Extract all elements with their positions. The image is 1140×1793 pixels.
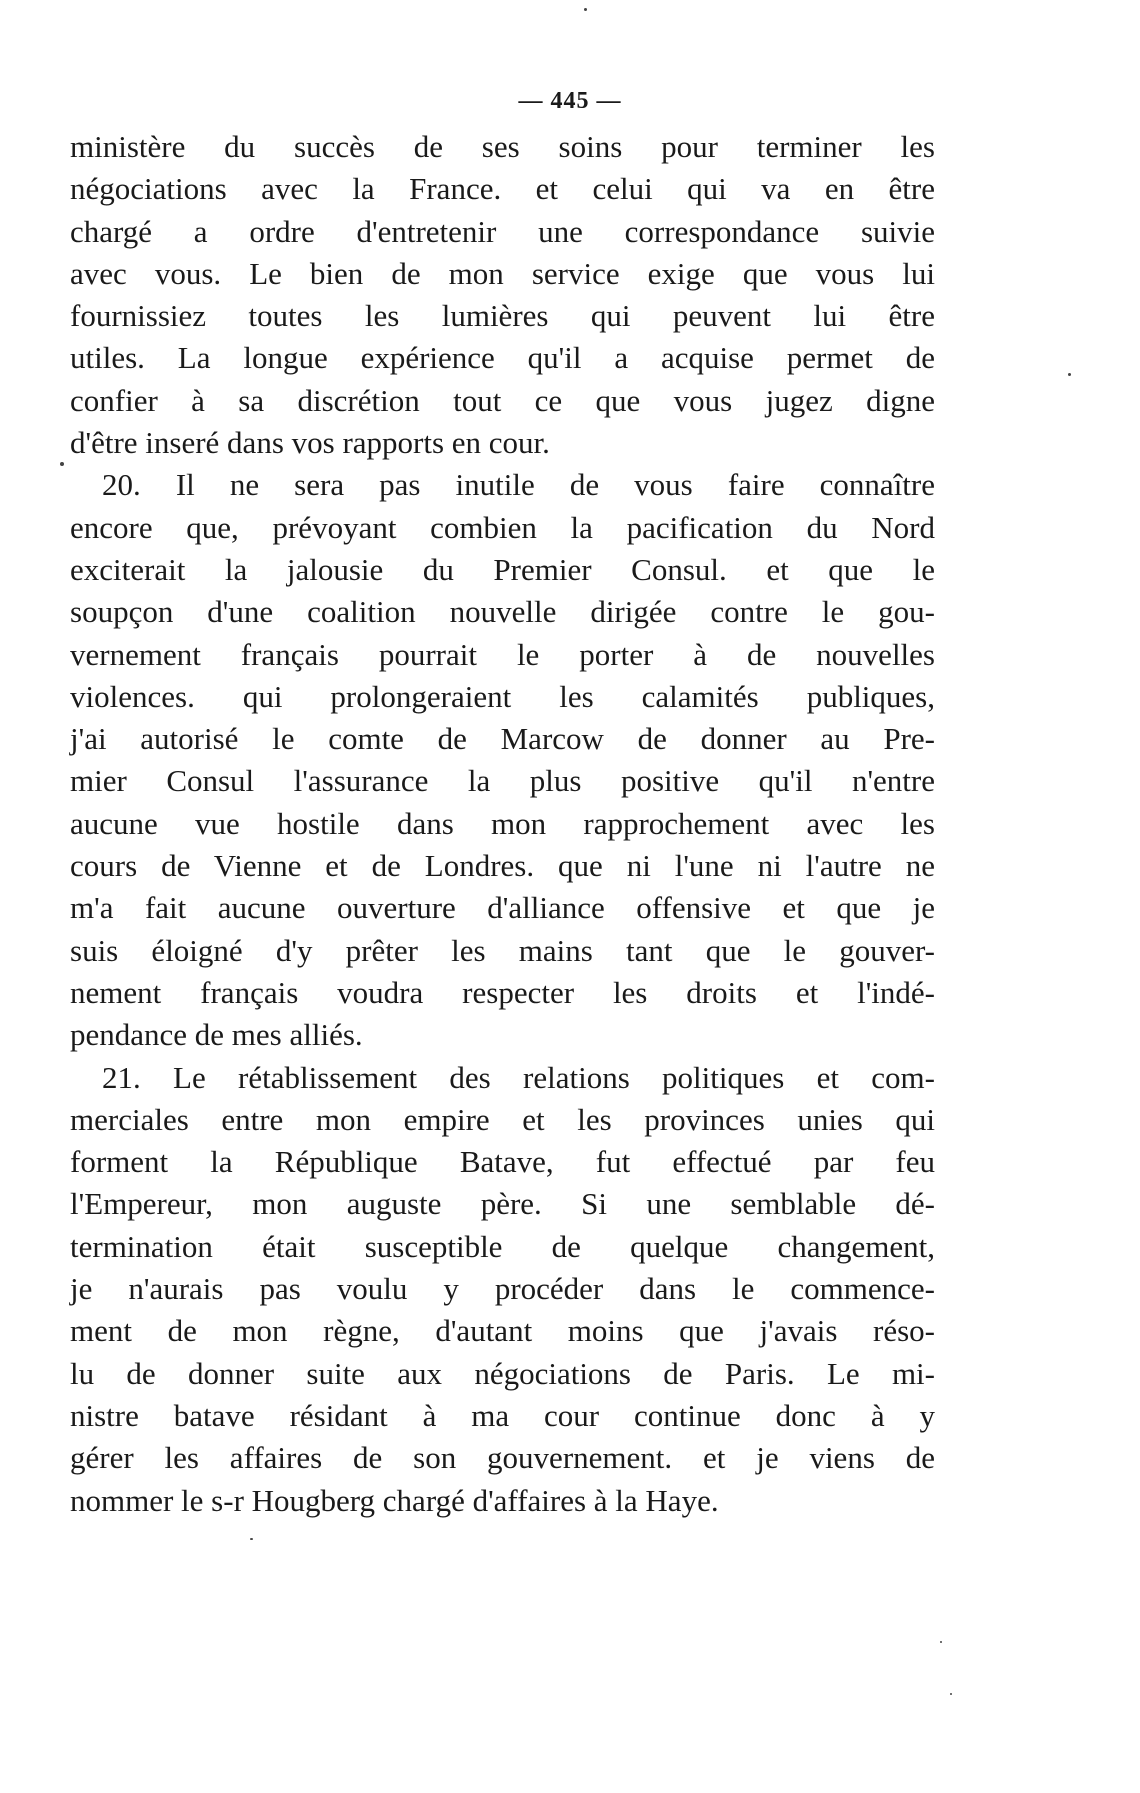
text-line: violences. qui prolongeraient les calamités publiques, [70, 678, 935, 714]
text-line: négociations avec la France. et celui qui va en être [70, 171, 935, 207]
text-line: ministère du succès de ses soins pour terminer les [70, 129, 935, 164]
text-line: j'ai autorisé le comte de Marcow de donner au Pre- [70, 721, 935, 757]
text-line: nement français voudra respecter les droits et l'indé- [70, 974, 935, 1010]
text-line: nistre batave résidant à ma cour continue donc à y [70, 1397, 935, 1433]
text-line: je n'aurais pas voulu y procéder dans le commence- [70, 1271, 935, 1307]
text-line: encore que, prévoyant combien la pacification du Nord [70, 509, 935, 545]
text-line: soupçon d'une coalition nouvelle dirigée contre le gou- [70, 594, 935, 630]
text-line: cours de Vienne et de Londres. que ni l'une ni l'autre ne [70, 848, 935, 884]
scan-speck [250, 1538, 253, 1540]
text-line: m'a fait aucune ouverture d'alliance offensive et que je [70, 890, 935, 926]
scan-speck [940, 1641, 942, 1643]
paragraph-end-line: d'être inseré dans vos rapports en cour. [70, 425, 550, 461]
text-line: confier à sa discrétion tout ce que vous jugez digne [70, 382, 935, 418]
text-line: fournissiez toutes les lumières qui peuvent lui être [70, 298, 935, 334]
text-line: utiles. La longue expérience qu'il a acquise permet de [70, 340, 935, 376]
text-line: avec vous. Le bien de mon service exige que vous lui [70, 255, 935, 291]
text-line: merciales entre mon empire et les provinces unies qui [70, 1101, 935, 1137]
text-line: aucune vue hostile dans mon rapprochement avec les [70, 805, 935, 841]
text-line: mier Consul l'assurance la plus positive qu'il n'entre [70, 763, 935, 799]
page-number: — 445 — [518, 88, 622, 114]
text-line: exciterait la jalousie du Premier Consul. et que le [70, 551, 935, 587]
text-line: chargé a ordre d'entretenir une correspondance suivie [70, 213, 935, 249]
paragraph-end-line: pendance de mes alliés. [70, 1017, 363, 1053]
paragraph-start-line: 20. Il ne sera pas inutile de vous faire connaître [102, 467, 935, 503]
scan-speck [584, 8, 587, 11]
text-line: vernement français pourrait le porter à de nouvelles [70, 636, 935, 672]
text-line: forment la République Batave, fut effectué par feu [70, 1144, 935, 1180]
text-line: l'Empereur, mon auguste père. Si une semblable dé- [70, 1186, 935, 1222]
scan-speck [950, 1693, 952, 1695]
text-line: lu de donner suite aux négociations de Paris. Le mi- [70, 1355, 935, 1391]
paragraph-start-line: 21. Le rétablissement des relations politiques et com- [102, 1059, 935, 1095]
scan-speck [60, 462, 64, 466]
body-text [70, 126, 935, 1522]
scan-speck [1068, 373, 1071, 376]
text-line: suis éloigné d'y prêter les mains tant que le gouver- [70, 932, 935, 968]
paragraph-end-line: nommer le s-r Hougberg chargé d'affaires à la Haye. [70, 1482, 719, 1518]
text-line: termination était susceptible de quelque changement, [70, 1228, 935, 1264]
text-line: ment de mon règne, d'autant moins que j'avais réso- [70, 1313, 935, 1349]
text-line: gérer les affaires de son gouvernement. et je viens de [70, 1440, 935, 1476]
